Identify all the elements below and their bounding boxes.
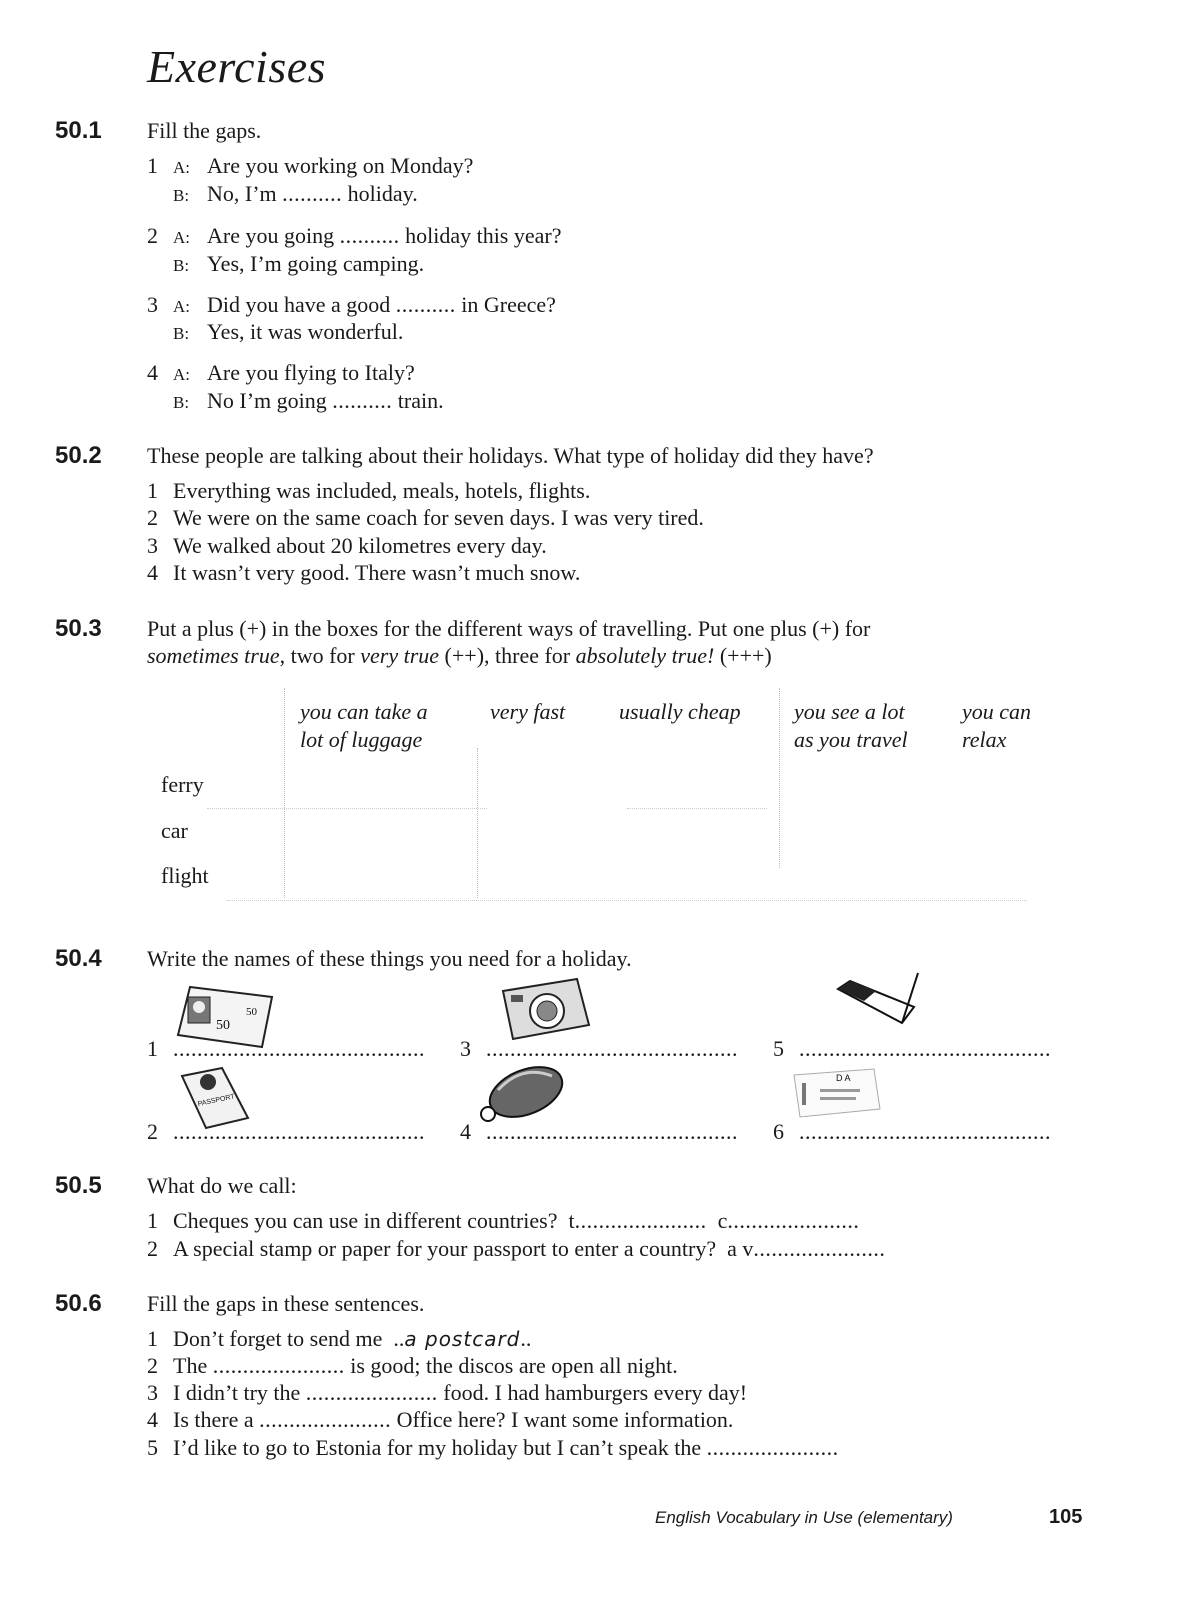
row-label: car <box>161 818 188 843</box>
dialogue-line: B: No I’m going .......... train. <box>173 388 444 413</box>
list-item: 2 The ...................... is good; the discos are open all night. <box>147 1353 678 1378</box>
list-item: 1 Cheques you can use in different countries? t...................... c...................... <box>147 1208 860 1233</box>
answer-blank[interactable]: .......... <box>395 292 456 317</box>
bag-icon <box>476 1060 568 1126</box>
answer-blank[interactable]: .......................................... <box>173 1119 425 1144</box>
answer-blank[interactable]: ...................... <box>212 1353 345 1378</box>
exercise-instruction: Fill the gaps in these sentences. <box>147 1291 425 1316</box>
page-number: 105 <box>1049 1506 1083 1528</box>
exercise-instruction: What do we call: <box>147 1173 297 1198</box>
list-item: 1 Everything was included, meals, hotels, flights. <box>147 478 591 503</box>
answer-line: 1 .......................................... <box>147 1036 425 1061</box>
exercise-number: 50.5 <box>55 1172 102 1199</box>
dialogue-line: 1 A: Are you working on Monday? <box>147 153 474 178</box>
answer-blank[interactable]: ...................... <box>574 1208 707 1233</box>
column-header: you see a lot as you travel <box>794 699 908 752</box>
exercise-instruction: Write the names of these things you need for a holiday. <box>147 946 632 971</box>
exercise-number: 50.2 <box>55 442 102 469</box>
exercise-number: 50.4 <box>55 945 102 972</box>
answer-blank[interactable]: ...................... <box>706 1435 839 1460</box>
answer-line: 6 .......................................... <box>773 1119 1051 1144</box>
list-item: 3 We walked about 20 kilometres every day. <box>147 533 547 558</box>
row-label: flight <box>161 863 209 888</box>
exercise-instruction: These people are talking about their holidays. What type of holiday did they have? <box>147 443 874 468</box>
travel-table <box>147 688 1067 903</box>
book-title: English Vocabulary in Use (elementary) <box>655 1508 953 1527</box>
answer-blank[interactable]: ...................... <box>753 1236 886 1261</box>
dialogue-line: 4 A: Are you flying to Italy? <box>147 360 415 385</box>
answer-blank[interactable]: ...................... <box>727 1208 860 1233</box>
svg-text:D A: D A <box>836 1073 851 1083</box>
exercise-number: 50.1 <box>55 117 102 144</box>
list-item: 2 A special stamp or paper for your passport to enter a country? a v...................... <box>147 1236 886 1261</box>
camera-icon <box>497 975 593 1043</box>
svg-text:PASSPORT: PASSPORT <box>197 1093 236 1109</box>
answer-blank[interactable]: ...................... <box>305 1380 438 1405</box>
answer-line: 4 .......................................... <box>460 1119 738 1144</box>
column-header: you can relax <box>962 699 1032 752</box>
answer-blank[interactable]: .......................................... <box>486 1036 738 1061</box>
dialogue-line: B: Yes, I’m going camping. <box>173 251 425 276</box>
list-item: 3 I didn’t try the ...................... food. I had hamburgers every day! <box>147 1380 748 1405</box>
answer-blank[interactable]: .......... <box>282 181 343 206</box>
answer-blank[interactable]: ...................... <box>259 1407 392 1432</box>
dialogue-line: 3 A: Did you have a good .......... in Greece? <box>147 292 556 317</box>
handwritten-answer: a postcard <box>404 1327 521 1351</box>
list-item: 1 Don’t forget to send me ..a postcard.. <box>147 1326 532 1351</box>
ticket-icon <box>790 1065 884 1125</box>
answer-line: 5 .......................................... <box>773 1036 1051 1061</box>
exercise-instruction: Put a plus (+) in the boxes for the different ways of travelling. Put one plus (+) for <box>147 616 871 641</box>
list-item: 4 Is there a ...................... Office here? I want some information. <box>147 1407 734 1432</box>
exercise-instruction: Fill the gaps. <box>147 118 262 143</box>
exercise-number: 50.6 <box>55 1290 102 1317</box>
exercise-number: 50.3 <box>55 615 102 642</box>
column-header: very fast <box>490 699 566 724</box>
svg-text:50: 50 <box>216 1018 230 1033</box>
suncream-icon <box>832 967 922 1035</box>
answer-blank[interactable]: .......... <box>332 388 393 413</box>
answer-blank[interactable]: .......................................... <box>799 1036 1051 1061</box>
dialogue-line: 2 A: Are you going .......... holiday this year? <box>147 223 562 248</box>
column-header: usually cheap <box>619 699 741 724</box>
list-item: 4 It wasn’t very good. There wasn’t much snow. <box>147 560 581 585</box>
list-item: 5 I’d like to go to Estonia for my holiday but I can’t speak the ...................... <box>147 1435 839 1460</box>
page-title: Exercises <box>147 41 327 92</box>
answer-line: 2 .......................................... <box>147 1119 425 1144</box>
list-item: 2 We were on the same coach for seven days. I was very tired. <box>147 505 704 530</box>
answer-blank[interactable]: .......... <box>339 223 400 248</box>
dialogue-line: B: Yes, it was wonderful. <box>173 319 404 344</box>
dialogue-line: B: No, I’m .......... holiday. <box>173 181 418 206</box>
answer-blank[interactable]: .......................................... <box>173 1036 425 1061</box>
exercise-instruction-cont: sometimes true, two for very true (++), three for absolutely true! (+++) <box>147 643 772 668</box>
row-label: ferry <box>161 772 204 797</box>
column-header: you can take a lot of luggage <box>300 699 428 752</box>
answer-blank[interactable]: .......................................... <box>486 1119 738 1144</box>
svg-text:50: 50 <box>246 1006 257 1018</box>
answer-blank[interactable]: .......................................... <box>799 1119 1051 1144</box>
answer-line: 3 .......................................... <box>460 1036 738 1061</box>
